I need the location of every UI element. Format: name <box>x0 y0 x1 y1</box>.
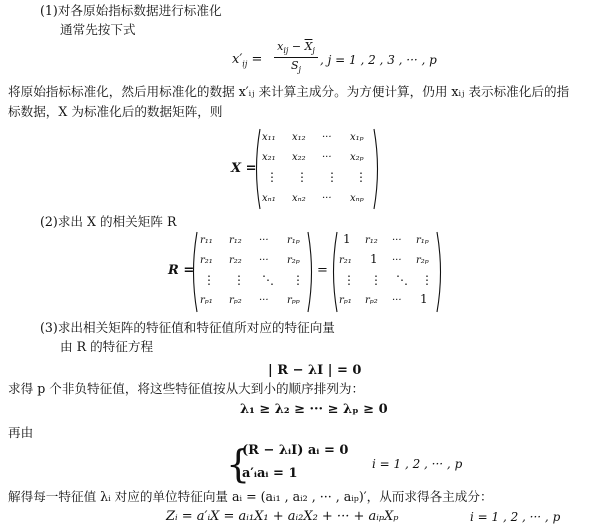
matrix-x-cell: ⋮ <box>296 170 308 184</box>
matrix-r-left-paren <box>189 231 199 313</box>
matrix-r-cell: rₚₚ <box>287 295 300 306</box>
principal-component-range: i = 1 , 2 , ··· , p <box>470 510 561 524</box>
matrix-r-cell: ⋮ <box>292 273 304 287</box>
para1-line1: 将原始指标标准化，然后用标准化的数据 x′ᵢⱼ 来计算主成分。为方便计算，仍用 xᵢⱼ 表示标准化后的指 <box>8 84 570 99</box>
matrix-r-cell: r₁ₚ <box>287 235 300 246</box>
principal-component-equation: Zᵢ = a′ᵢX = aᵢ₁X₁ + aᵢ₂X₂ + ··· + aᵢₚXₚ <box>166 509 399 524</box>
matrix-r-equals: = <box>317 263 328 278</box>
matrix-r-cell: ··· <box>259 235 269 246</box>
matrix-r-cell: ⋮ <box>203 273 215 287</box>
matrix-x-cell: ··· <box>322 132 332 143</box>
matrix-x-cell: x₁₁ <box>262 132 276 143</box>
matrix-r2-cell: 1 <box>420 292 428 306</box>
step3-intro: 由 R 的特征方程 <box>60 339 154 354</box>
matrix-r-cell: r₁₁ <box>200 235 213 246</box>
matrix-r-cell: ··· <box>259 295 269 306</box>
system-brace: { <box>226 442 251 486</box>
eq1-range: , j = 1 , 2 , 3 , ··· , p <box>320 53 437 67</box>
matrix-r-cell: r₂₁ <box>200 255 213 266</box>
matrix-r2-cell: r₂ₚ <box>416 255 429 266</box>
matrix-r-left-right-paren <box>306 231 316 313</box>
characteristic-equation: | R − λI | = 0 <box>268 363 362 378</box>
matrix-r2-cell: ··· <box>392 235 402 246</box>
matrix-x-cell: x₂₁ <box>262 152 276 163</box>
matrix-r2-cell: ⋱ <box>396 273 408 287</box>
matrix-r2-cell: r₁₂ <box>365 235 378 246</box>
step3-heading: (3)求出相关矩阵的特征值和特征值所对应的特征向量 <box>40 320 335 335</box>
matrix-r-cell: r₂ₚ <box>287 255 300 266</box>
matrix-r2-cell: rₚ₂ <box>365 295 378 306</box>
matrix-x-cell: xₙₚ <box>350 193 364 204</box>
matrix-r-right-left-paren <box>329 231 339 313</box>
matrix-x-cell: ⋮ <box>326 170 338 184</box>
system-line-2: a′ᵢaᵢ = 1 <box>242 466 298 481</box>
matrix-r-cell: ⋮ <box>233 273 245 287</box>
matrix-r2-cell: 1 <box>343 232 351 246</box>
matrix-r2-cell: r₂₁ <box>339 255 352 266</box>
eq1-numerator: $x_{ij} - \overline{X}_j$ <box>277 40 315 56</box>
matrix-r-cell: rₚ₁ <box>200 295 213 306</box>
system-line-1: (R − λᵢI) aᵢ = 0 <box>242 443 349 458</box>
matrix-r-cell: r₂₂ <box>229 255 242 266</box>
eigenvalue-order: λ₁ ≥ λ₂ ≥ ··· ≥ λₚ ≥ 0 <box>240 402 388 417</box>
para3: 解得每一特征值 λᵢ 对应的单位特征向量 aᵢ = (aᵢ₁ , aᵢ₂ , ··· , aᵢₚ)′，从而求得各主成分： <box>8 489 493 504</box>
matrix-r-cell: rₚ₂ <box>229 295 242 306</box>
matrix-r2-cell: ··· <box>392 295 402 306</box>
system-range: i = 1 , 2 , ··· , p <box>372 457 463 471</box>
matrix-x-left-paren <box>252 128 262 210</box>
matrix-r2-cell: ⋮ <box>343 273 355 287</box>
matrix-r-cell: ··· <box>259 255 269 266</box>
matrix-x-cell: xₙ₁ <box>262 193 276 204</box>
matrix-x-cell: x₁₂ <box>292 132 306 143</box>
matrix-r2-cell: ⋮ <box>421 273 433 287</box>
eq1-lhs: $x'_{ij}$ = <box>232 52 263 69</box>
para1-line2: 标数据，X 为标准化后的数据矩阵，则 <box>8 104 223 119</box>
matrix-x-cell: x₂₂ <box>292 152 306 163</box>
matrix-x-cell: ··· <box>322 152 332 163</box>
matrix-x-cell: ··· <box>322 193 332 204</box>
matrix-x-cell: ⋮ <box>355 170 367 184</box>
step1-heading: (1)对各原始指标数据进行标准化 <box>40 3 222 18</box>
matrix-x-label: X = <box>231 161 257 176</box>
para2: 求得 p 个非负特征值，将这些特征值按从大到小的顺序排列为： <box>8 381 365 396</box>
matrix-r-right-right-paren <box>435 231 445 313</box>
matrix-r2-cell: ··· <box>392 255 402 266</box>
again-text: 再由 <box>8 425 34 440</box>
matrix-x-cell: xₙ₂ <box>292 193 306 204</box>
step1-intro: 通常先按下式 <box>60 22 136 37</box>
matrix-r-cell: r₁₂ <box>229 235 242 246</box>
matrix-x-cell: x₂ₚ <box>350 152 364 163</box>
step2-heading: (2)求出 X 的相关矩阵 R <box>40 214 177 229</box>
eq1-fraction-bar <box>274 57 318 58</box>
matrix-r2-cell: rₚ₁ <box>339 295 352 306</box>
eq1-denominator: $S_j$ <box>290 59 302 75</box>
matrix-r2-cell: r₁ₚ <box>416 235 429 246</box>
matrix-x-cell: x₁ₚ <box>350 132 364 143</box>
matrix-r-label: R = <box>168 263 195 278</box>
matrix-r2-cell: ⋮ <box>370 273 382 287</box>
matrix-r2-cell: 1 <box>370 252 378 266</box>
matrix-r-cell: ⋱ <box>262 273 274 287</box>
matrix-x-right-paren <box>372 128 382 210</box>
matrix-x-cell: ⋮ <box>266 170 278 184</box>
